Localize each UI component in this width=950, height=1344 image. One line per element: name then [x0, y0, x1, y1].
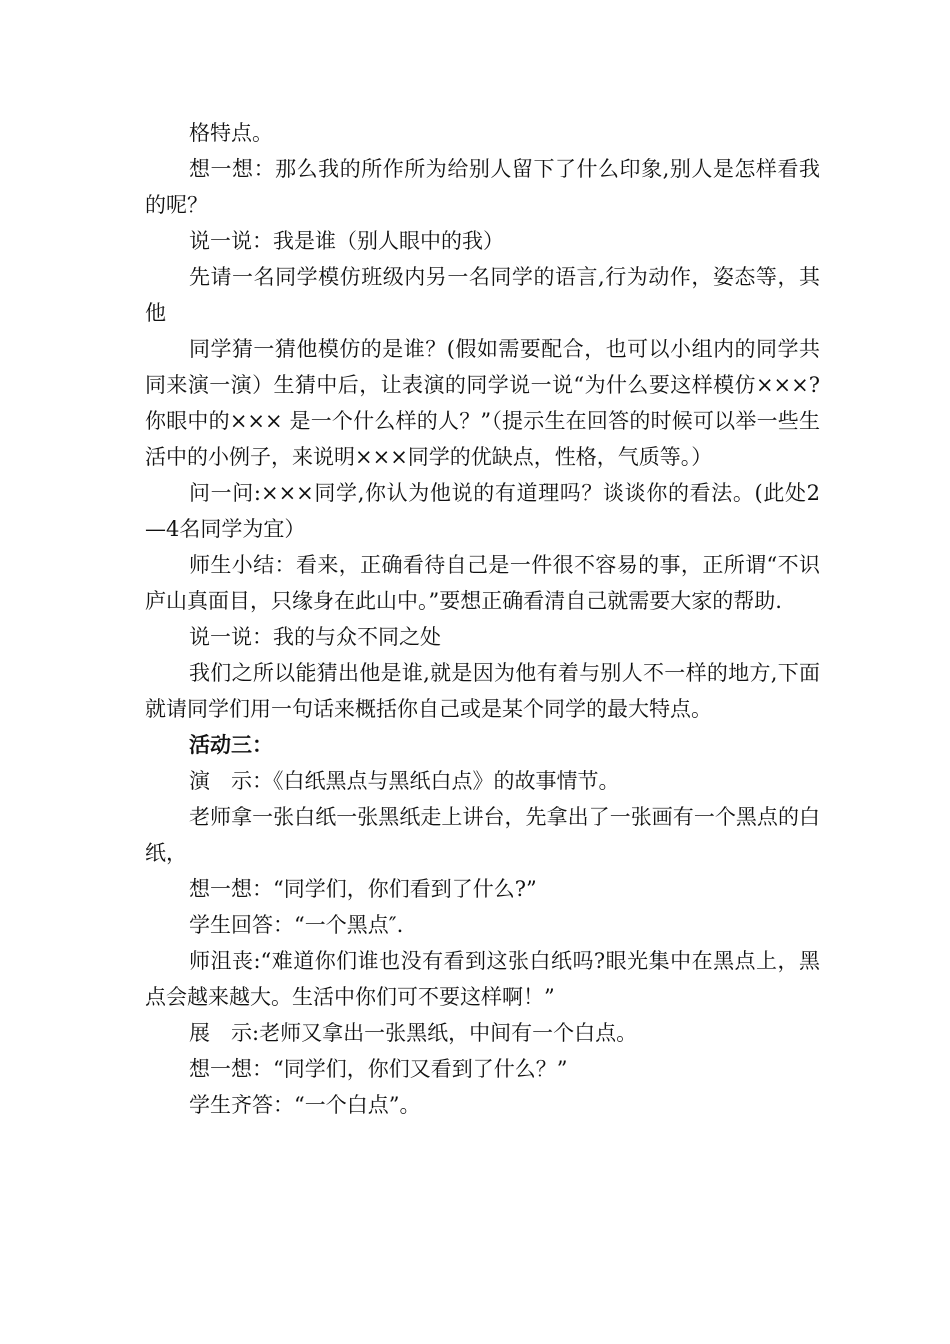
paragraph: 问一问:×××同学,你认为他说的有道理吗？谈谈你的看法。(此处2—4名同学为宜） [145, 481, 820, 541]
paragraph: 展 示:老师又拿出一张黑纸，中间有一个白点。 [189, 1021, 638, 1045]
paragraph: 我们之所以能猜出他是谁,就是因为他有着与别人不一样的地方,下面就请同学们用一句话来概括你自己或是某个同学的最大特点。 [145, 661, 820, 721]
paragraph: 说一说：我是谁（别人眼中的我） [189, 229, 504, 253]
paragraph: 老师拿一张白纸一张黑纸走上讲台，先拿出了一张画有一个黑点的白纸， [145, 805, 820, 865]
paragraph: 想一想：那么我的所作所为给别人留下了什么印象,别人是怎样看我的呢？ [145, 157, 820, 217]
paragraph: 演 示：《白纸黑点与黑纸白点》的故事情节。 [189, 769, 620, 793]
paragraph: 格特点。 [189, 121, 273, 145]
paragraph: 学生齐答：“一个白点”。 [189, 1093, 421, 1117]
paragraph: 说一说：我的与众不同之处 [189, 625, 441, 649]
paragraph: 师沮丧:“难道你们谁也没有看到这张白纸吗?眼光集中在黑点上，黑点会越来越大。生活中你们可不要这样啊！” [145, 949, 820, 1009]
document-body [145, 115, 820, 1123]
paragraph: 学生回答：“一个黑点″. [189, 913, 404, 937]
paragraph: 同学猜一猜他模仿的是谁？(假如需要配合，也可以小组内的同学共同来演一演）生猜中后，让表演的同学说一说“为什么要这样模仿×××?你眼中的××× 是一个什么样的人？”（提示生在回答的时候可以举一些生活中的小例子，来说明×××同学的优缺点，性格，气质等。） [145, 337, 820, 469]
paragraph: 想一想：“同学们，你们看到了什么?” [189, 877, 537, 901]
paragraph: 先请一名同学模仿班级内另一名同学的语言,行为动作，姿态等，其他 [145, 265, 820, 325]
paragraph: 想一想：“同学们，你们又看到了什么？” [189, 1057, 568, 1081]
section-heading: 活动三： [189, 732, 273, 757]
paragraph: 师生小结：看来，正确看待自己是一件很不容易的事，正所谓“不识庐山真面目，只缘身在此山中。”要想正确看清自己就需要大家的帮助. [145, 553, 820, 613]
